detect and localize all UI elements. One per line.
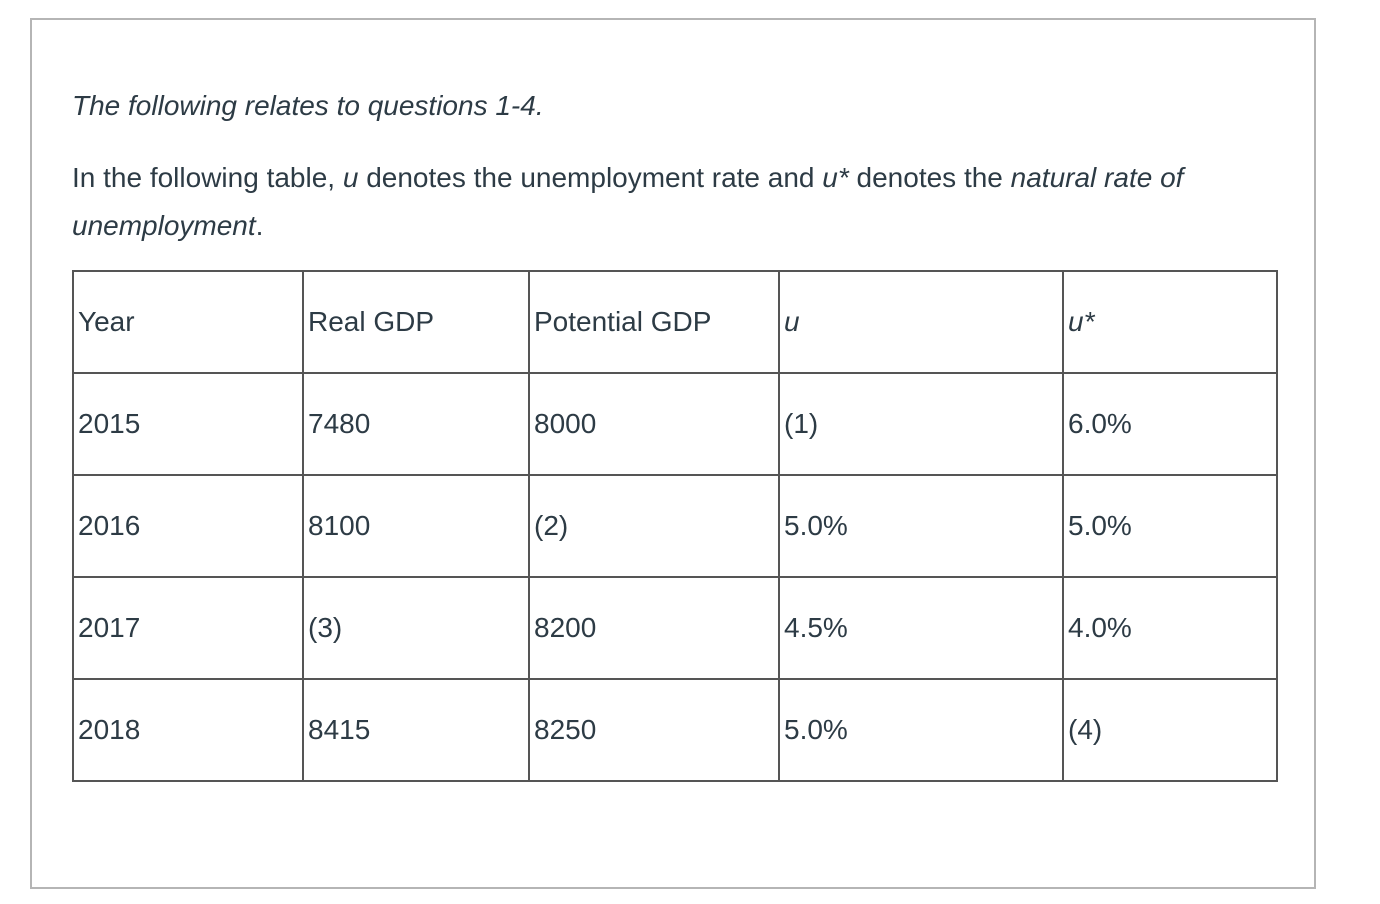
cell-year: 2016 xyxy=(73,475,303,577)
desc-end: . xyxy=(255,210,264,241)
cell-real-gdp: 8415 xyxy=(303,679,529,781)
table-row xyxy=(73,475,1277,577)
desc-part2: denotes the unemployment rate and xyxy=(358,162,823,193)
header-ustar: u* xyxy=(1063,271,1277,373)
desc-u: u xyxy=(342,162,359,193)
cell-year: 2015 xyxy=(73,373,303,475)
table-header-row xyxy=(73,271,1277,373)
cell-real-gdp: (3) xyxy=(303,577,529,679)
table-row xyxy=(73,373,1277,475)
cell-year: 2017 xyxy=(73,577,303,679)
cell-ustar: 5.0% xyxy=(1063,475,1277,577)
header-year: Year xyxy=(73,271,303,373)
cell-ustar: 6.0% xyxy=(1063,373,1277,475)
cell-ustar: (4) xyxy=(1063,679,1277,781)
cell-potential-gdp: 8200 xyxy=(529,577,779,679)
header-potential-gdp: Potential GDP xyxy=(529,271,779,373)
cell-u: 5.0% xyxy=(779,475,1063,577)
question-panel xyxy=(30,18,1316,889)
intro-text: The following relates to questions 1-4. xyxy=(72,90,544,121)
cell-ustar: 4.0% xyxy=(1063,577,1277,679)
header-real-gdp: Real GDP xyxy=(303,271,529,373)
table-row xyxy=(73,679,1277,781)
cell-u: (1) xyxy=(779,373,1063,475)
cell-real-gdp: 7480 xyxy=(303,373,529,475)
header-u: u xyxy=(779,271,1063,373)
cell-u: 5.0% xyxy=(779,679,1063,781)
desc-ustar: u* xyxy=(822,162,849,193)
table-row xyxy=(73,577,1277,679)
cell-u: 4.5% xyxy=(779,577,1063,679)
cell-real-gdp: 8100 xyxy=(303,475,529,577)
description-text xyxy=(72,154,1272,250)
desc-natural: natural rate of unemployment xyxy=(72,162,1184,241)
desc-part3: denotes the xyxy=(848,162,1011,193)
desc-part1: In the following table, xyxy=(72,162,343,193)
cell-potential-gdp: 8250 xyxy=(529,679,779,781)
gdp-table xyxy=(72,270,1278,782)
cell-potential-gdp: 8000 xyxy=(529,373,779,475)
cell-year: 2018 xyxy=(73,679,303,781)
cell-potential-gdp: (2) xyxy=(529,475,779,577)
